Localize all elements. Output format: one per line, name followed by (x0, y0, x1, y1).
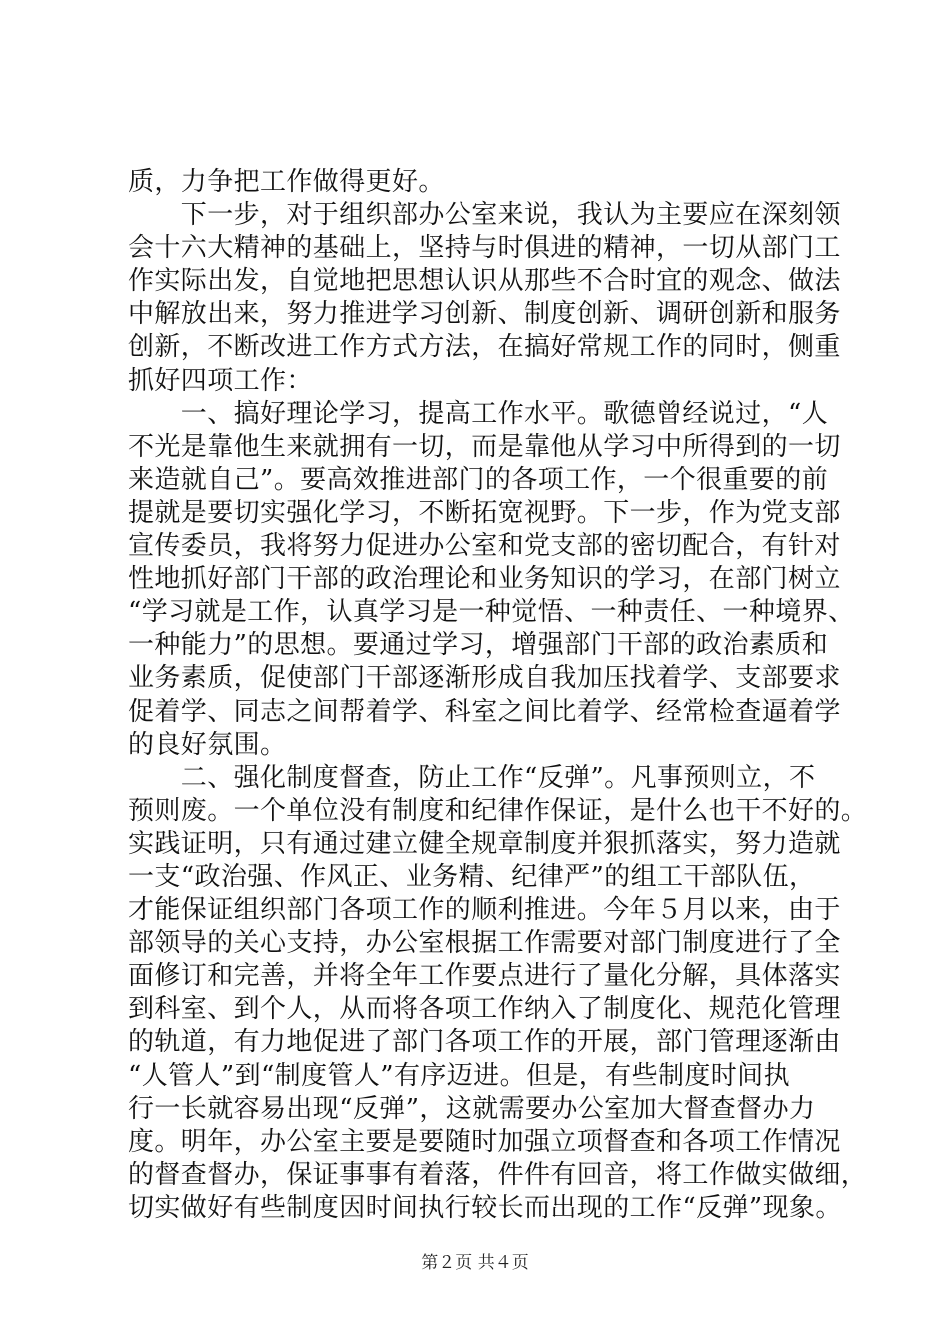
text-line: 的轨道，有力地促进了部门各项工作的开展，部门管理逐渐由 (128, 1027, 841, 1058)
text-line: 抓好四项工作： (128, 365, 313, 396)
text-line: 来造就自己”。要高效推进部门的各项工作，一个很重要的前 (128, 464, 829, 495)
page-number-label: 第２页 共４页 (421, 1253, 529, 1273)
text-line: 提就是要切实强化学习，不断拓宽视野。下一步，作为党支部 (128, 497, 841, 528)
text-line: 一种能力”的思想。要通过学习，增强部门干部的政治素质和 (128, 630, 829, 661)
text-line: 下一步，对于组织部办公室来说，我认为主要应在深刻领 (128, 200, 841, 231)
text-line: 会十六大精神的基础上，坚持与时俱进的精神，一切从部门工 (128, 233, 841, 264)
text-line: 性地抓好部门干部的政治理论和业务知识的学习，在部门树立 (128, 564, 841, 595)
text-line: 度。明年，办公室主要是要随时加强立项督查和各项工作情况 (128, 1126, 841, 1157)
text-line: 中解放出来，努力推进学习创新、制度创新、调研创新和服务 (128, 299, 841, 330)
text-line: 业务素质，促使部门干部逐渐形成自我加压找着学、支部要求 (128, 663, 841, 694)
text-line: 一支“政治强、作风正、业务精、纪律严”的组工干部队伍， (128, 861, 816, 892)
text-line: “人管人”到“制度管人”有序迈进。但是，有些制度时间执 (128, 1060, 790, 1091)
text-line: 的良好氛围。 (128, 729, 287, 760)
text-line: 二、强化制度督查，防止工作“反弹”。凡事预则立，不 (128, 762, 816, 793)
text-line: 促着学、同志之间帮着学、科室之间比着学、经常检查逼着学 (128, 696, 841, 727)
text-line: 不光是靠他生来就拥有一切，而是靠他从学习中所得到的一切 (128, 431, 841, 462)
page-footer (0, 1248, 950, 1273)
text-line: 实践证明，只有通过建立健全规章制度并狠抓落实，努力造就 (128, 828, 841, 859)
text-line: 行一长就容易出现“反弹”，这就需要办公室加大督查督办力 (128, 1093, 816, 1124)
text-line: 切实做好有些制度因时间执行较长而出现的工作“反弹”现象。 (128, 1192, 842, 1223)
text-line: 才能保证组织部门各项工作的顺利推进。今年５月以来，由于 (128, 895, 841, 926)
text-line: 预则废。一个单位没有制度和纪律作保证，是什么也干不好的。 (128, 795, 868, 826)
text-line: 创新，不断改进工作方式方法，在搞好常规工作的同时，侧重 (128, 332, 841, 363)
text-line: 的督查督办，保证事事有着落，件件有回音，将工作做实做细， (128, 1159, 868, 1190)
text-line: 一、搞好理论学习，提高工作水平。歌德曾经说过，“人 (128, 398, 829, 429)
text-line: 面修订和完善，并将全年工作要点进行了量化分解，具体落实 (128, 961, 841, 992)
text-line: 部领导的关心支持，办公室根据工作需要对部门制度进行了全 (128, 928, 841, 959)
text-line: 到科室、到个人，从而将各项工作纳入了制度化、规范化管理 (128, 994, 841, 1025)
text-line: “学习就是工作，认真学习是一种觉悟、一种责任、一种境界、 (128, 597, 855, 628)
document-body (128, 166, 868, 1225)
text-line: 宣传委员，我将努力促进办公室和党支部的密切配合，有针对 (128, 531, 841, 562)
text-line: 质，力争把工作做得更好。 (128, 167, 445, 197)
text-line: 作实际出发，自觉地把思想认识从那些不合时宜的观念、做法 (128, 266, 841, 297)
